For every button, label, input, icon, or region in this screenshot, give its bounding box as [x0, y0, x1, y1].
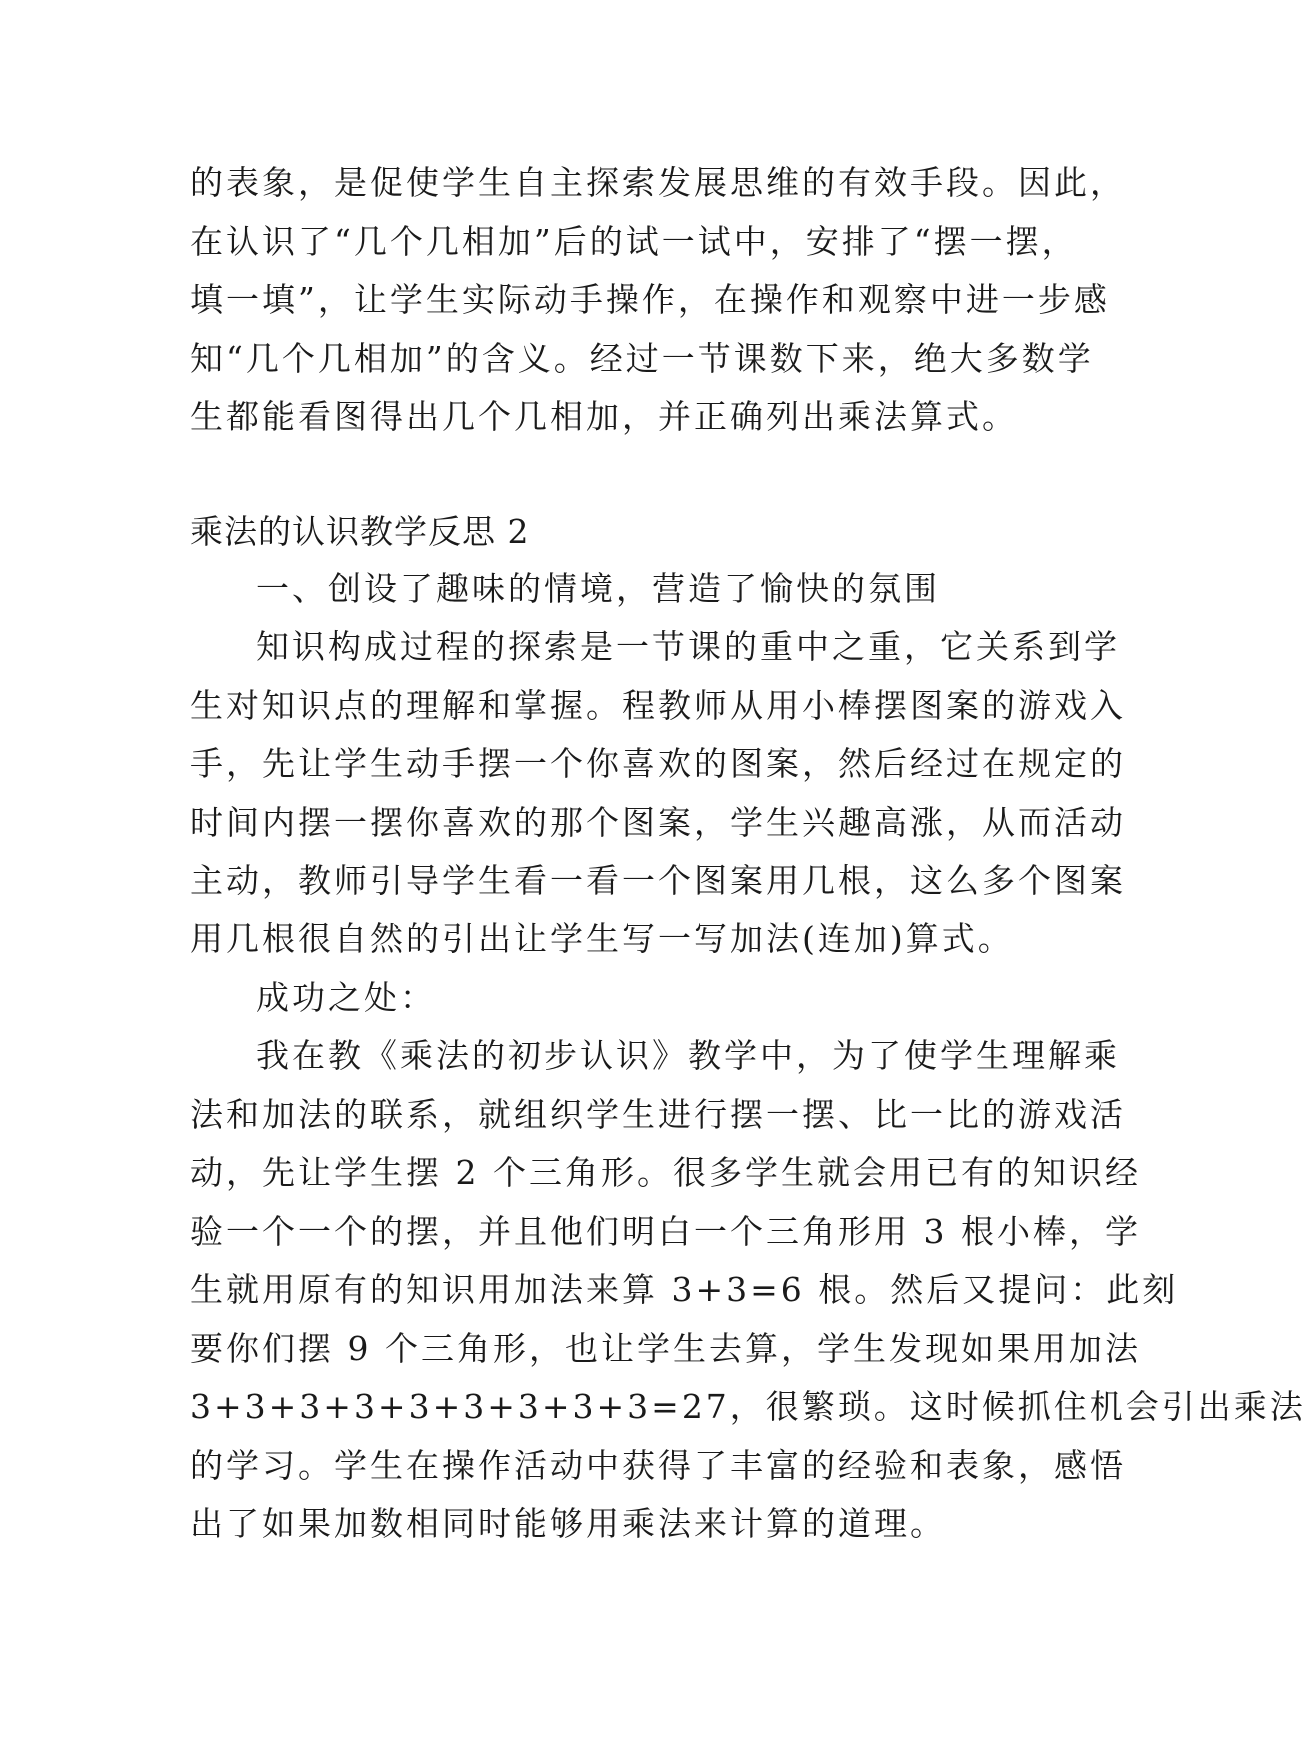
text-line: 我在教《乘法的初步认识》教学中，为了使学生理解乘	[256, 1036, 1120, 1075]
text-line: 验一个一个的摆，并且他们明白一个三角形用 3 根小棒，学	[190, 1212, 1141, 1251]
text-line: 知“几个几相加”的含义。经过一节课数下来，绝大多数学	[190, 339, 1094, 378]
text-line: 手，先让学生动手摆一个你喜欢的图案，然后经过在规定的	[190, 744, 1126, 783]
text-line: 时间内摆一摆你喜欢的那个图案，学生兴趣高涨，从而活动	[190, 803, 1126, 842]
text-line: 3+3+3+3+3+3+3+3+3=27，很繁琐。这时候抓住机会引出乘法	[190, 1387, 1306, 1426]
section-title: 乘法的认识教学反思 2	[190, 512, 530, 551]
text-line: 生对知识点的理解和掌握。程教师从用小棒摆图案的游戏入	[190, 686, 1126, 725]
text-line: 知识构成过程的探索是一节课的重中之重，它关系到学	[256, 627, 1120, 666]
text-line: 的学习。学生在操作活动中获得了丰富的经验和表象，感悟	[190, 1446, 1126, 1485]
text-line: 的表象，是促使学生自主探索发展思维的有效手段。因此，	[190, 163, 1126, 202]
text-line: 动，先让学生摆 2 个三角形。很多学生就会用已有的知识经	[190, 1153, 1141, 1192]
subheading: 一、创设了趣味的情境，营造了愉快的氛围	[256, 569, 940, 608]
text-line: 出了如果加数相同时能够用乘法来计算的道理。	[190, 1504, 946, 1543]
text-line: 主动，教师引导学生看一看一个图案用几根，这么多个图案	[190, 861, 1126, 900]
text-line: 生就用原有的知识用加法来算 3+3=6 根。然后又提问：此刻	[190, 1270, 1179, 1309]
text-line: 填一填”，让学生实际动手操作，在操作和观察中进一步感	[190, 280, 1110, 319]
text-line: 生都能看图得出几个几相加，并正确列出乘法算式。	[190, 397, 1018, 436]
text-line: 要你们摆 9 个三角形，也让学生去算，学生发现如果用加法	[190, 1329, 1141, 1368]
text-line: 法和加法的联系，就组织学生进行摆一摆、比一比的游戏活	[190, 1095, 1126, 1134]
text-line: 用几根很自然的引出让学生写一写加法(连加)算式。	[190, 919, 1014, 958]
text-line: 在认识了“几个几相加”后的试一试中，安排了“摆一摆，	[190, 222, 1078, 261]
subheading: 成功之处：	[256, 978, 436, 1017]
